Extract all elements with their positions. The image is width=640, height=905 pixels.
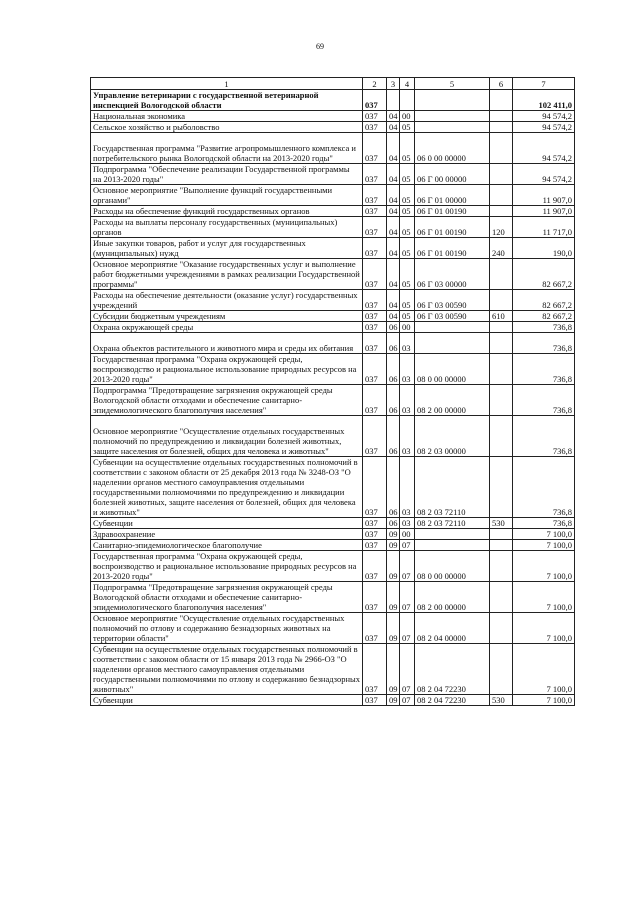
row-name: Субсидии бюджетным учреждениям <box>91 311 363 322</box>
target-article-code: 06 Г 01 00190 <box>415 206 490 217</box>
section-code: 06 <box>387 333 400 354</box>
row-name: Основное мероприятие "Оказание государственных услуг и выполнение работ бюджетными учреждениями в рамках реализации Государственной программы" <box>91 259 363 290</box>
row-name: Подпрограмма "Предотвращение загрязнения окружающей среды Вологодской области отходами и обеспечение санитарно-эпидемиологического благополучия населения" <box>91 582 363 613</box>
expense-type-code <box>490 259 513 290</box>
table-row <box>91 122 575 133</box>
ministry-code: 037 <box>363 518 387 529</box>
table-row <box>91 90 575 111</box>
amount-value: 7 100,0 <box>513 644 575 695</box>
expense-type-code <box>490 644 513 695</box>
header-col-4: 4 <box>400 78 415 90</box>
ministry-code: 037 <box>363 90 387 111</box>
header-col-7: 7 <box>513 78 575 90</box>
row-name: Охрана окружающей среды <box>91 322 363 333</box>
target-article-code: 06 Г 01 00190 <box>415 217 490 238</box>
table-row <box>91 322 575 333</box>
table-row <box>91 644 575 695</box>
table-row <box>91 695 575 706</box>
expense-type-code <box>490 111 513 122</box>
target-article-code <box>415 333 490 354</box>
subsection-code: 00 <box>400 322 415 333</box>
amount-value: 94 574,2 <box>513 133 575 164</box>
ministry-code: 037 <box>363 457 387 518</box>
amount-value: 11 907,0 <box>513 206 575 217</box>
expense-type-code <box>490 416 513 457</box>
section-code: 06 <box>387 416 400 457</box>
ministry-code: 037 <box>363 529 387 540</box>
subsection-code: 05 <box>400 164 415 185</box>
section-code: 04 <box>387 206 400 217</box>
table-row <box>91 582 575 613</box>
row-name: Расходы на обеспечение функций государственных органов <box>91 206 363 217</box>
amount-value: 94 574,2 <box>513 122 575 133</box>
table-row <box>91 551 575 582</box>
table-row <box>91 385 575 416</box>
table-row <box>91 290 575 311</box>
expense-type-code <box>490 529 513 540</box>
row-name: Охрана объектов растительного и животного мира и среды их обитания <box>91 333 363 354</box>
amount-value: 82 667,2 <box>513 311 575 322</box>
ministry-code: 037 <box>363 354 387 385</box>
target-article-code: 06 Г 00 00000 <box>415 164 490 185</box>
section-code: 06 <box>387 322 400 333</box>
target-article-code: 08 0 00 00000 <box>415 354 490 385</box>
subsection-code: 07 <box>400 644 415 695</box>
row-name: Основное мероприятие "Выполнение функций государственными органами" <box>91 185 363 206</box>
subsection-code: 03 <box>400 518 415 529</box>
table-row <box>91 354 575 385</box>
table-header-row <box>91 78 575 90</box>
target-article-code: 06 Г 01 00190 <box>415 238 490 259</box>
ministry-code: 037 <box>363 540 387 551</box>
expense-type-code <box>490 206 513 217</box>
row-name: Субвенции <box>91 695 363 706</box>
subsection-code: 05 <box>400 290 415 311</box>
expense-type-code <box>490 457 513 518</box>
table-row <box>91 311 575 322</box>
subsection-code: 07 <box>400 582 415 613</box>
table-row <box>91 259 575 290</box>
table-row <box>91 206 575 217</box>
subsection-code: 03 <box>400 385 415 416</box>
ministry-code: 037 <box>363 551 387 582</box>
amount-value: 190,0 <box>513 238 575 259</box>
target-article-code: 06 Г 03 00000 <box>415 259 490 290</box>
target-article-code: 08 2 04 72230 <box>415 644 490 695</box>
target-article-code <box>415 529 490 540</box>
subsection-code: 07 <box>400 613 415 644</box>
ministry-code: 037 <box>363 133 387 164</box>
subsection-code: 03 <box>400 333 415 354</box>
table-row <box>91 164 575 185</box>
target-article-code: 06 Г 03 00590 <box>415 311 490 322</box>
section-code: 04 <box>387 111 400 122</box>
subsection-code: 05 <box>400 122 415 133</box>
target-article-code: 08 0 00 00000 <box>415 551 490 582</box>
ministry-code: 037 <box>363 164 387 185</box>
expense-type-code: 610 <box>490 311 513 322</box>
subsection-code: 05 <box>400 185 415 206</box>
row-name: Подпрограмма "Обеспечение реализации Государственной программы на 2013-2020 годы" <box>91 164 363 185</box>
target-article-code: 06 Г 03 00590 <box>415 290 490 311</box>
section-code: 04 <box>387 185 400 206</box>
amount-value: 736,8 <box>513 322 575 333</box>
ministry-code: 037 <box>363 217 387 238</box>
section-code: 09 <box>387 582 400 613</box>
section-code: 09 <box>387 613 400 644</box>
table-row <box>91 238 575 259</box>
expense-type-code <box>490 290 513 311</box>
expense-type-code <box>490 385 513 416</box>
amount-value: 736,8 <box>513 385 575 416</box>
table-row <box>91 416 575 457</box>
target-article-code <box>415 90 490 111</box>
row-name: Управление ветеринарии с государственной ветеринарной инспекцией Вологодской области <box>91 90 363 111</box>
section-code: 04 <box>387 259 400 290</box>
target-article-code: 06 0 00 00000 <box>415 133 490 164</box>
ministry-code: 037 <box>363 333 387 354</box>
ministry-code: 037 <box>363 185 387 206</box>
ministry-code: 037 <box>363 582 387 613</box>
section-code: 06 <box>387 518 400 529</box>
header-col-6: 6 <box>490 78 513 90</box>
ministry-code: 037 <box>363 206 387 217</box>
expense-type-code <box>490 613 513 644</box>
target-article-code <box>415 122 490 133</box>
section-code: 04 <box>387 164 400 185</box>
amount-value: 736,8 <box>513 354 575 385</box>
section-code: 04 <box>387 217 400 238</box>
expense-type-code <box>490 354 513 385</box>
target-article-code: 08 2 00 00000 <box>415 582 490 613</box>
budget-table <box>90 77 575 706</box>
subsection-code: 03 <box>400 354 415 385</box>
subsection-code: 07 <box>400 695 415 706</box>
subsection-code: 05 <box>400 217 415 238</box>
section-code: 06 <box>387 354 400 385</box>
target-article-code: 06 Г 01 00000 <box>415 185 490 206</box>
section-code: 09 <box>387 644 400 695</box>
table-row <box>91 133 575 164</box>
section-code: 04 <box>387 238 400 259</box>
expense-type-code <box>490 90 513 111</box>
expense-type-code: 530 <box>490 518 513 529</box>
amount-value: 102 411,0 <box>513 90 575 111</box>
row-name: Расходы на обеспечение деятельности (оказание услуг) государственных учреждений <box>91 290 363 311</box>
section-code: 04 <box>387 122 400 133</box>
subsection-code: 07 <box>400 551 415 582</box>
row-name: Государственная программа "Развитие агропромышленного комплекса и потребительского рынка Вологодской области на 2013-2020 годы" <box>91 133 363 164</box>
row-name: Здравоохранение <box>91 529 363 540</box>
target-article-code: 08 2 00 00000 <box>415 385 490 416</box>
section-code: 09 <box>387 551 400 582</box>
header-col-1: 1 <box>91 78 363 90</box>
subsection-code: 05 <box>400 238 415 259</box>
row-name: Расходы на выплаты персоналу государственных (муниципальных) органов <box>91 217 363 238</box>
amount-value: 7 100,0 <box>513 540 575 551</box>
ministry-code: 037 <box>363 259 387 290</box>
expense-type-code <box>490 540 513 551</box>
amount-value: 94 574,2 <box>513 164 575 185</box>
table-row <box>91 217 575 238</box>
target-article-code <box>415 111 490 122</box>
section-code: 06 <box>387 385 400 416</box>
row-name: Сельское хозяйство и рыболовство <box>91 122 363 133</box>
amount-value: 7 100,0 <box>513 582 575 613</box>
subsection-code: 03 <box>400 457 415 518</box>
row-name: Субвенции на осуществление отдельных государственных полномочий в соответствии с законом области от 25 декабря 2013 года № 3248-ОЗ "О наделении органов местного самоуправления отдельными государственными полномочиями по предупреждению и ликвидации болезней животных, защите населения от болезней, общих для человека и животных" <box>91 457 363 518</box>
amount-value: 7 100,0 <box>513 695 575 706</box>
row-name: Субвенции <box>91 518 363 529</box>
row-name: Государственная программа "Охрана окружающей среды, воспроизводство и рациональное использование природных ресурсов на 2013-2020 годы" <box>91 551 363 582</box>
amount-value: 82 667,2 <box>513 259 575 290</box>
table-row <box>91 613 575 644</box>
expense-type-code <box>490 551 513 582</box>
ministry-code: 037 <box>363 416 387 457</box>
amount-value: 11 717,0 <box>513 217 575 238</box>
section-code: 04 <box>387 290 400 311</box>
row-name: Основное мероприятие "Осуществление отдельных государственных полномочий по отлову и содержанию безнадзорных животных на территории области" <box>91 613 363 644</box>
subsection-code: 03 <box>400 416 415 457</box>
header-col-3: 3 <box>387 78 400 90</box>
section-code: 09 <box>387 540 400 551</box>
table-row <box>91 529 575 540</box>
section-code: 09 <box>387 695 400 706</box>
target-article-code: 08 2 03 72110 <box>415 457 490 518</box>
section-code: 06 <box>387 457 400 518</box>
subsection-code <box>400 90 415 111</box>
header-col-2: 2 <box>363 78 387 90</box>
subsection-code: 05 <box>400 311 415 322</box>
amount-value: 7 100,0 <box>513 529 575 540</box>
amount-value: 736,8 <box>513 457 575 518</box>
table-row <box>91 111 575 122</box>
ministry-code: 037 <box>363 644 387 695</box>
amount-value: 82 667,2 <box>513 290 575 311</box>
subsection-code: 05 <box>400 133 415 164</box>
expense-type-code <box>490 333 513 354</box>
page-number: 69 <box>316 42 324 51</box>
amount-value: 94 574,2 <box>513 111 575 122</box>
target-article-code: 08 2 04 72230 <box>415 695 490 706</box>
subsection-code: 00 <box>400 529 415 540</box>
expense-type-code <box>490 164 513 185</box>
row-name: Иные закупки товаров, работ и услуг для государственных (муниципальных) нужд <box>91 238 363 259</box>
target-article-code <box>415 540 490 551</box>
ministry-code: 037 <box>363 322 387 333</box>
section-code: 04 <box>387 133 400 164</box>
subsection-code: 00 <box>400 111 415 122</box>
amount-value: 736,8 <box>513 416 575 457</box>
expense-type-code <box>490 322 513 333</box>
subsection-code: 05 <box>400 206 415 217</box>
section-code: 04 <box>387 311 400 322</box>
section-code: 09 <box>387 529 400 540</box>
target-article-code: 08 2 04 00000 <box>415 613 490 644</box>
expense-type-code: 530 <box>490 695 513 706</box>
amount-value: 736,8 <box>513 518 575 529</box>
table-body <box>91 90 575 706</box>
subsection-code: 05 <box>400 259 415 290</box>
table-row <box>91 333 575 354</box>
expense-type-code: 120 <box>490 217 513 238</box>
amount-value: 736,8 <box>513 333 575 354</box>
expense-type-code: 240 <box>490 238 513 259</box>
row-name: Санитарно-эпидемиологическое благополучие <box>91 540 363 551</box>
ministry-code: 037 <box>363 695 387 706</box>
target-article-code <box>415 322 490 333</box>
target-article-code: 08 2 03 72110 <box>415 518 490 529</box>
amount-value: 11 907,0 <box>513 185 575 206</box>
amount-value: 7 100,0 <box>513 613 575 644</box>
expense-type-code <box>490 122 513 133</box>
section-code <box>387 90 400 111</box>
row-name: Основное мероприятие "Осуществление отдельных государственных полномочий по предупреждению и ликвидации болезней животных, защите населения от болезней, общих для человека и животных" <box>91 416 363 457</box>
table-row <box>91 457 575 518</box>
expense-type-code <box>490 185 513 206</box>
subsection-code: 07 <box>400 540 415 551</box>
row-name: Государственная программа "Охрана окружающей среды, воспроизводство и рациональное использование природных ресурсов на 2013-2020 годы" <box>91 354 363 385</box>
ministry-code: 037 <box>363 111 387 122</box>
ministry-code: 037 <box>363 613 387 644</box>
table-row <box>91 518 575 529</box>
row-name: Подпрограмма "Предотвращение загрязнения окружающей среды Вологодской области отходами и обеспечение санитарно-эпидемиологического благополучия населения" <box>91 385 363 416</box>
expense-type-code <box>490 582 513 613</box>
row-name: Национальная экономика <box>91 111 363 122</box>
table-row <box>91 540 575 551</box>
row-name: Субвенции на осуществление отдельных государственных полномочий в соответствии с законом области от 15 января 2013 года № 2966-ОЗ "О наделении органов местного самоуправления отдельными государственными полномочиями по отлову и содержанию безнадзорных животных" <box>91 644 363 695</box>
ministry-code: 037 <box>363 385 387 416</box>
expense-type-code <box>490 133 513 164</box>
ministry-code: 037 <box>363 238 387 259</box>
ministry-code: 037 <box>363 122 387 133</box>
ministry-code: 037 <box>363 311 387 322</box>
amount-value: 7 100,0 <box>513 551 575 582</box>
header-col-5: 5 <box>415 78 490 90</box>
target-article-code: 08 2 03 00000 <box>415 416 490 457</box>
ministry-code: 037 <box>363 290 387 311</box>
table-row <box>91 185 575 206</box>
